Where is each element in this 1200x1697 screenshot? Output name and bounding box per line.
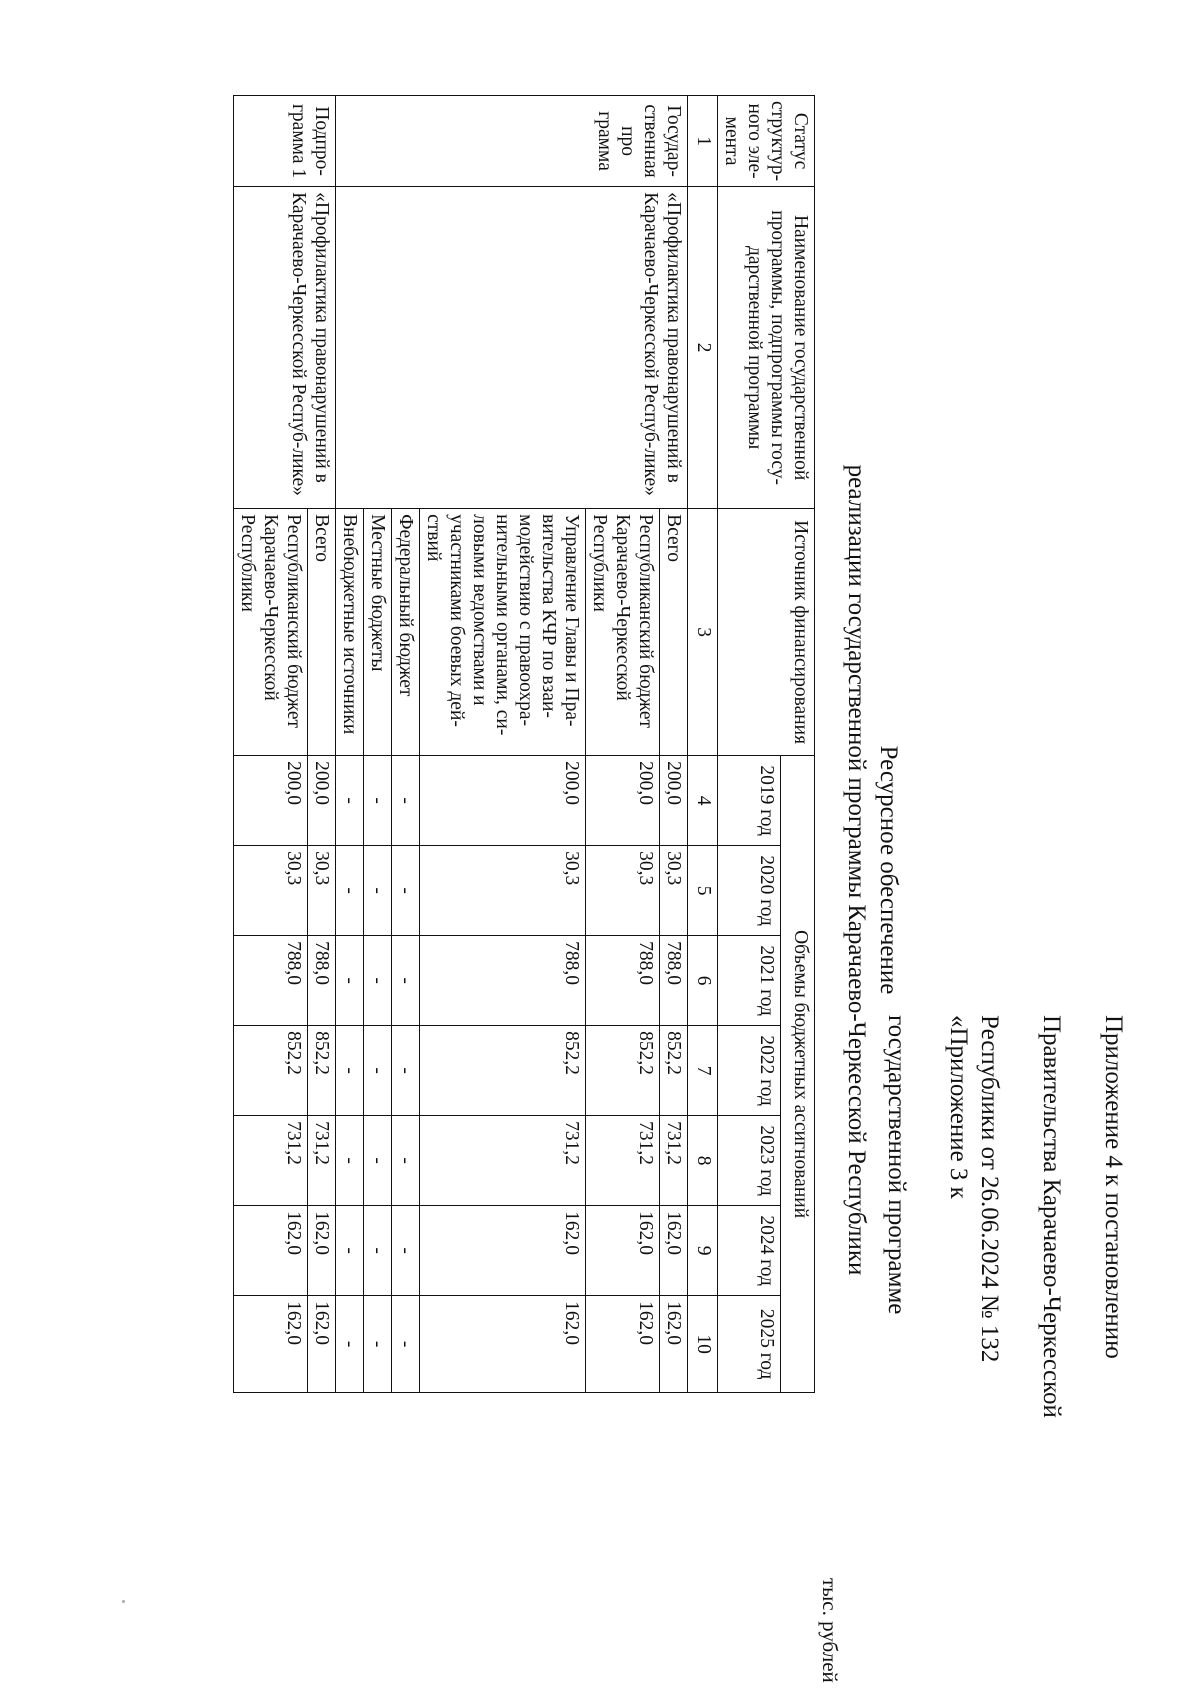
- value-cell: -: [336, 1026, 364, 1116]
- value-cell: 30,3: [234, 846, 308, 936]
- status-cell: Подпро-грамма 1: [234, 96, 336, 187]
- header-year: 2022 год: [718, 1026, 781, 1116]
- appendix-line-2: Правительства Карачаево-Черкесской: [1038, 1015, 1065, 1418]
- table-row: [660, 96, 688, 1393]
- value-cell: -: [336, 936, 364, 1026]
- value-cell: 852,2: [234, 1026, 308, 1116]
- value-cell: -: [392, 936, 420, 1026]
- header-year: 2019 год: [718, 756, 781, 846]
- value-cell: -: [336, 1116, 364, 1206]
- name-cell: «Профилактика правонарушений в Карачаево-Черкесской Респуб-лике»: [234, 187, 336, 509]
- value-cell: 162,0: [420, 1296, 586, 1393]
- program-appendix-line-1: «Приложение 3 к: [945, 1015, 972, 1199]
- header-volumes: Объемы бюджетных ассигнований: [780, 756, 814, 1393]
- header-year: 2021 год: [718, 936, 781, 1026]
- source-cell: Республиканский бюджет Карачаево-Черкесской Республики: [586, 509, 660, 756]
- value-cell: -: [392, 1296, 420, 1393]
- value-cell: 200,0: [308, 756, 336, 846]
- header-year: 2025 год: [718, 1296, 781, 1393]
- value-cell: 162,0: [586, 1206, 660, 1296]
- value-cell: 162,0: [586, 1296, 660, 1393]
- value-cell: -: [364, 846, 392, 936]
- value-cell: 731,2: [308, 1116, 336, 1206]
- value-cell: 162,0: [308, 1296, 336, 1393]
- header-status: Статус структур-ного эле-мента: [718, 96, 815, 187]
- column-number: 7: [688, 1026, 718, 1116]
- value-cell: -: [392, 1206, 420, 1296]
- value-cell: -: [392, 756, 420, 846]
- value-cell: 30,3: [586, 846, 660, 936]
- value-cell: -: [364, 1116, 392, 1206]
- source-cell: Федеральный бюджет: [392, 509, 420, 756]
- source-cell: Местные бюджеты: [364, 509, 392, 756]
- column-number-row: [688, 96, 718, 1393]
- value-cell: 200,0: [660, 756, 688, 846]
- value-cell: 852,2: [420, 1026, 586, 1116]
- value-cell: 788,0: [660, 936, 688, 1026]
- column-number: 8: [688, 1116, 718, 1206]
- title-line-1: Ресурсное обеспечение: [875, 745, 902, 995]
- value-cell: 788,0: [308, 936, 336, 1026]
- column-number: 1: [688, 96, 718, 187]
- value-cell: -: [364, 756, 392, 846]
- value-cell: -: [364, 1026, 392, 1116]
- value-cell: -: [364, 1296, 392, 1393]
- value-cell: 30,3: [420, 846, 586, 936]
- units-label: тыс. рублей: [818, 1578, 842, 1683]
- value-cell: 788,0: [420, 936, 586, 1026]
- value-cell: 731,2: [660, 1116, 688, 1206]
- value-cell: 852,2: [586, 1026, 660, 1116]
- value-cell: 200,0: [234, 756, 308, 846]
- value-cell: 162,0: [420, 1206, 586, 1296]
- value-cell: 30,3: [660, 846, 688, 936]
- source-cell: Всего: [308, 509, 336, 756]
- source-cell: Внебюджетные источники: [336, 509, 364, 756]
- title-line-2: реализации государственной программы Карачаево-Черкесской Республики: [843, 464, 870, 1276]
- value-cell: -: [336, 756, 364, 846]
- column-number: 3: [688, 509, 718, 756]
- column-number: 9: [688, 1206, 718, 1296]
- value-cell: -: [364, 1206, 392, 1296]
- value-cell: -: [392, 1026, 420, 1116]
- header-name: Наименование государственной программы, подпрограммы госу-дарственной программы: [718, 187, 815, 509]
- value-cell: 731,2: [586, 1116, 660, 1206]
- source-cell: Республиканский бюджет Карачаево-Черкесской Республики: [234, 509, 308, 756]
- value-cell: -: [336, 846, 364, 936]
- value-cell: 162,0: [234, 1296, 308, 1393]
- value-cell: 731,2: [420, 1116, 586, 1206]
- column-number: 2: [688, 187, 718, 509]
- scan-speck: [122, 1600, 125, 1603]
- value-cell: -: [336, 1296, 364, 1393]
- column-number: 10: [688, 1296, 718, 1393]
- table-row: [308, 96, 336, 1393]
- value-cell: 788,0: [234, 936, 308, 1026]
- document-title: [840, 320, 904, 1420]
- value-cell: 200,0: [586, 756, 660, 846]
- header-year: 2024 год: [718, 1206, 781, 1296]
- value-cell: 162,0: [660, 1206, 688, 1296]
- value-cell: -: [336, 1206, 364, 1296]
- value-cell: 162,0: [660, 1296, 688, 1393]
- source-cell: Управление Главы и Пра-вительства КЧР по взаи-модействию с правоохра-нительными органами, си-ловыми ведомствами и участниками боевых дей-ствий: [420, 509, 586, 756]
- name-cell: «Профилактика правонарушений в Карачаево-Черкесской Респуб-лике»: [336, 187, 688, 509]
- value-cell: 852,2: [660, 1026, 688, 1116]
- column-number: 5: [688, 846, 718, 936]
- value-cell: 162,0: [308, 1206, 336, 1296]
- program-appendix-line-2: государственной программе: [883, 1015, 910, 1315]
- header-year: 2023 год: [718, 1116, 781, 1206]
- status-cell: Государ-ственная про грамма: [336, 96, 688, 187]
- header-year: 2020 год: [718, 846, 781, 936]
- value-cell: -: [392, 1116, 420, 1206]
- value-cell: 162,0: [234, 1206, 308, 1296]
- column-number: 6: [688, 936, 718, 1026]
- value-cell: 200,0: [420, 756, 586, 846]
- value-cell: 852,2: [308, 1026, 336, 1116]
- value-cell: 788,0: [586, 936, 660, 1026]
- header-source: Источник финансирования: [718, 509, 815, 756]
- value-cell: 731,2: [234, 1116, 308, 1206]
- source-cell: Всего: [660, 509, 688, 756]
- appendix-line-3: Республики от 26.06.2024 № 132: [976, 1015, 1003, 1363]
- appendix-line-1: Приложение 4 к постановлению: [1100, 1015, 1127, 1359]
- column-number: 4: [688, 756, 718, 846]
- value-cell: -: [392, 846, 420, 936]
- resource-table: [233, 95, 815, 1393]
- value-cell: -: [364, 936, 392, 1026]
- value-cell: 30,3: [308, 846, 336, 936]
